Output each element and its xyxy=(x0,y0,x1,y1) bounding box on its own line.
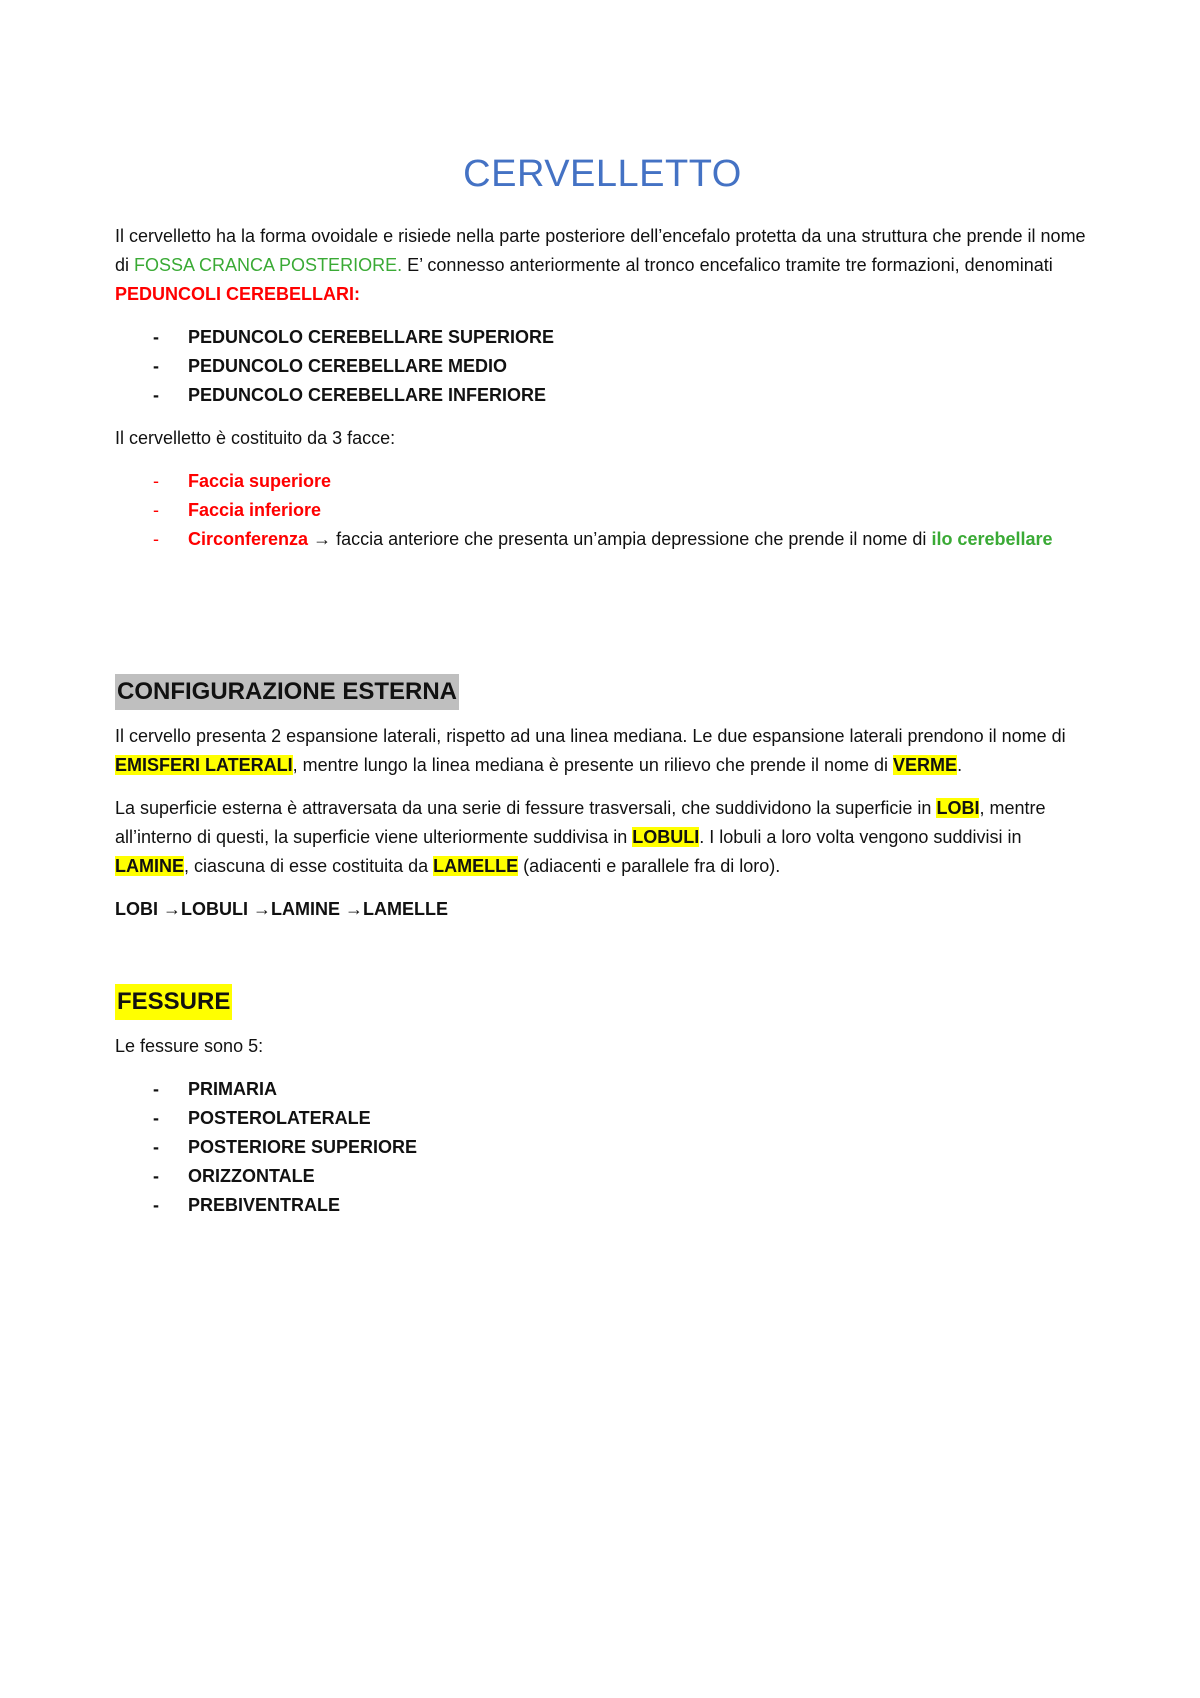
fossa-term: FOSSA CRANCA POSTERIORE. xyxy=(134,255,403,275)
dash-marker: - xyxy=(153,1137,159,1157)
list-item: - Circonferenza → faccia anteriore che presenta un’ampia depressione che prende il nome di ilo cerebellare xyxy=(115,525,1090,554)
config-heading-wrap xyxy=(115,674,1090,710)
ilo-term: ilo cerebellare xyxy=(931,529,1053,549)
list-item: - PRIMARIA xyxy=(115,1075,1090,1104)
dash-marker: - xyxy=(153,385,159,405)
arrow-icon: → xyxy=(163,899,182,919)
peduncoli-list xyxy=(115,323,1090,410)
facce-intro: Il cervelletto è costituito da 3 facce: xyxy=(115,428,396,448)
arrow-icon: → xyxy=(313,529,332,549)
list-item: - PREBIVENTRALE xyxy=(115,1191,1090,1220)
highlight-term: LOBI xyxy=(936,798,980,818)
peduncoli-term: PEDUNCOLI CEREBELLARI: xyxy=(115,284,361,304)
fessure-list xyxy=(115,1075,1090,1220)
section-heading-configurazione: CONFIGURAZIONE ESTERNA xyxy=(115,674,459,710)
dash-marker: - xyxy=(153,327,159,347)
dash-marker: - xyxy=(153,356,159,376)
highlight-term: EMISFERI LATERALI xyxy=(115,755,293,775)
config-paragraph-1: Il cervello presenta 2 espansione laterali, rispetto ad una linea mediana. Le due espansione laterali prendono il nome di EMISFERI LATERALI, mentre lungo la linea mediana è presente un rilievo che prende il nome di VERME. xyxy=(115,726,1066,775)
list-item: - Faccia inferiore xyxy=(115,496,1090,525)
page-title: CERVELLETTO xyxy=(463,153,742,195)
highlight-term: LAMELLE xyxy=(433,856,519,876)
dash-marker: - xyxy=(153,529,159,549)
arrow-icon: → xyxy=(253,899,272,919)
section-heading-fessure: FESSURE xyxy=(115,984,232,1020)
intro-text-1: Il cervelletto ha la forma ovoidale e risiede nella parte posteriore dell’encefalo protetta da una struttura che prende il nome di xyxy=(115,226,1086,275)
hierarchy-chain: LOBI →LOBULI →LAMINE →LAMELLE xyxy=(115,899,449,919)
list-item: - POSTEROLATERALE xyxy=(115,1104,1090,1133)
config-paragraph-2: La superficie esterna è attraversata da una serie di fessure trasversali, che suddividono la superficie in LOBI, mentre all’interno di questi, la superficie viene ulteriormente suddivisa in LOBULI. I lobuli a loro volta vengono suddivisi in LAMINE, ciascuna di esse costituita da LAMELLE (adiacenti e parallele fra di loro). xyxy=(115,798,1046,876)
list-item: - PEDUNCOLO CEREBELLARE INFERIORE xyxy=(115,381,1090,410)
dash-marker: - xyxy=(153,1108,159,1128)
highlight-term: LOBULI xyxy=(632,827,700,847)
arrow-icon: → xyxy=(345,899,364,919)
dash-marker: - xyxy=(153,1079,159,1099)
list-item: - POSTERIORE SUPERIORE xyxy=(115,1133,1090,1162)
fessure-heading-wrap xyxy=(115,984,1090,1020)
intro-paragraph xyxy=(115,222,1090,309)
list-item: - PEDUNCOLO CEREBELLARE SUPERIORE xyxy=(115,323,1090,352)
dash-marker: - xyxy=(153,471,159,491)
intro-text-2: E’ connesso anteriormente al tronco encefalico tramite tre formazioni, denominati xyxy=(402,255,1053,275)
dash-marker: - xyxy=(153,1195,159,1215)
list-item: - PEDUNCOLO CEREBELLARE MEDIO xyxy=(115,352,1090,381)
list-item: - Faccia superiore xyxy=(115,467,1090,496)
highlight-term: LAMINE xyxy=(115,856,184,876)
dash-marker: - xyxy=(153,500,159,520)
document-page xyxy=(115,150,1090,1234)
dash-marker: - xyxy=(153,1166,159,1186)
fessure-intro: Le fessure sono 5: xyxy=(115,1036,264,1056)
list-item: - ORIZZONTALE xyxy=(115,1162,1090,1191)
highlight-term: VERME xyxy=(893,755,958,775)
facce-list xyxy=(115,467,1090,554)
